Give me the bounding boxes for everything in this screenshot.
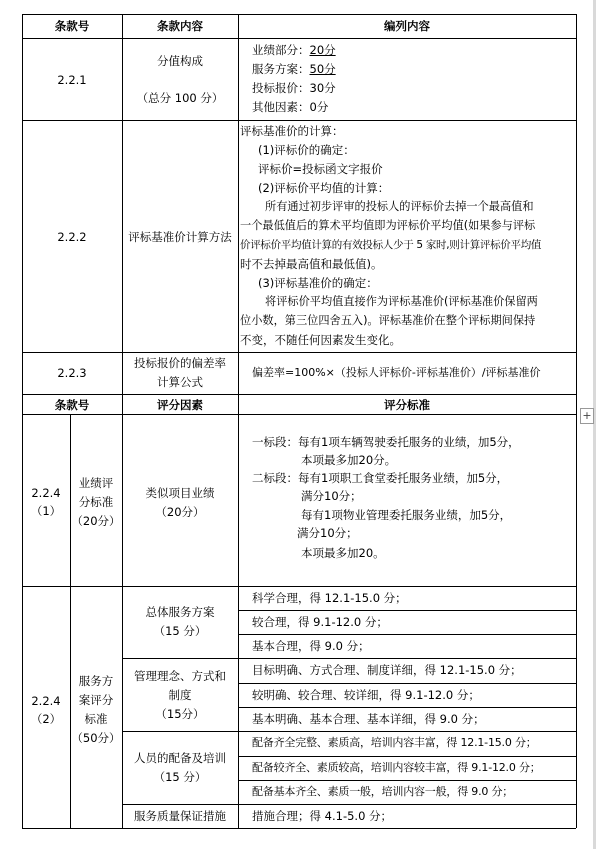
factor-overall-plan-score: （15 分） bbox=[153, 624, 207, 638]
category-performance-score: （20分） bbox=[71, 514, 121, 528]
benchmark-line: (2)评标价平均值的计算： bbox=[258, 181, 390, 195]
performance-rule: 每有1项物业管理委托服务业绩，加5分， bbox=[301, 508, 512, 522]
category-service-score: （50分） bbox=[71, 731, 121, 745]
performance-rule: 满分10分； bbox=[297, 526, 358, 540]
factor-management-score: （15分） bbox=[155, 707, 205, 721]
clause-no-2-2-1: 2.2.1 bbox=[57, 73, 87, 87]
factor-similar-projects-score: （20分） bbox=[155, 505, 205, 519]
header2-clause-no: 条款号 bbox=[54, 398, 90, 412]
category-service: 案评分 bbox=[78, 693, 114, 707]
factor-staffing: 人员的配备及培训 bbox=[134, 751, 226, 765]
standard-row: 目标明确、方式合理、制度详细，得 12.1-15.0 分； bbox=[252, 663, 522, 677]
benchmark-line: 评标基准价的计算： bbox=[240, 124, 344, 138]
header-clause-no: 条款号 bbox=[54, 19, 90, 33]
header2-standard: 评分标准 bbox=[384, 398, 430, 412]
benchmark-line: 一个最低值后的算术平均值即为评标价平均值(如果参与评标 bbox=[240, 219, 536, 232]
standard-row: 科学合理，得 12.1-15.0 分； bbox=[252, 591, 407, 605]
standard-row: 基本明确、基本合理、基本详细，得 9.0 分； bbox=[252, 712, 485, 726]
category-service: 标准 bbox=[84, 712, 108, 726]
performance-rule: 本项最多加20分。 bbox=[301, 453, 397, 467]
factor-staffing-score: （15 分） bbox=[153, 770, 207, 784]
clause-content-benchmark-method: 评标基准价计算方法 bbox=[128, 230, 232, 244]
performance-rule: 满分10分； bbox=[301, 489, 362, 503]
clause-no-2-2-4-2: 2.2.4 bbox=[31, 694, 61, 708]
benchmark-line: 所有通过初步评审的投标人的评标价去掉一个最高值和 bbox=[265, 200, 534, 213]
standard-row: 配备齐全完整、素质高，培训内容丰富，得 12.1-15.0 分； bbox=[252, 736, 537, 749]
category-performance: 业绩评 bbox=[78, 476, 114, 490]
benchmark-line: (1)评标价的确定： bbox=[258, 143, 355, 157]
clause-content-title: 分值构成 bbox=[157, 54, 203, 68]
benchmark-line: 不变，不随任何因素发生变化。 bbox=[240, 333, 401, 347]
standard-row: 较明确、较合理、较详细，得 9.1-12.0 分； bbox=[252, 688, 480, 702]
standard-row: 配备基本齐全、素质一般，培训内容一般，得 9.0 分； bbox=[252, 785, 514, 798]
factor-management: 制度 bbox=[168, 688, 192, 702]
performance-rule: 二标段：每有1项职工食堂委托服务业绩，加5分， bbox=[252, 471, 509, 485]
score-item-other: 其他因素：0分 bbox=[252, 100, 329, 114]
factor-quality-assurance: 服务质量保证措施 bbox=[134, 809, 226, 823]
score-item-performance: 业绩部分：20分 bbox=[252, 43, 336, 57]
factor-similar-projects: 类似项目业绩 bbox=[145, 486, 215, 500]
clause-no-2-2-4-1: 2.2.4 bbox=[31, 486, 61, 500]
factor-management: 管理理念、方式和 bbox=[134, 669, 226, 683]
standard-row: 较合理，得 9.1-12.0 分； bbox=[252, 615, 388, 629]
performance-rule: 本项最多加20。 bbox=[301, 546, 385, 560]
benchmark-line: (3)评标基准价的确定： bbox=[258, 276, 378, 290]
clause-content-formula-label: 计算公式 bbox=[157, 375, 203, 389]
header2-factor: 评分因素 bbox=[157, 398, 203, 412]
score-item-service: 服务方案：50分 bbox=[252, 62, 336, 76]
performance-rule: 一标段：每有1项车辆驾驶委托服务的业绩，加5分， bbox=[252, 435, 520, 449]
clause-no-2-2-2: 2.2.2 bbox=[57, 230, 87, 244]
clause-sub-2: （2） bbox=[30, 712, 62, 726]
category-performance: 分标准 bbox=[78, 495, 114, 509]
standard-row: 配备较齐全、素质较高，培训内容较丰富，得 9.1-12.0 分； bbox=[252, 761, 541, 774]
benchmark-line: 将评标价平均值直接作为评标基准价(评标基准价保留两 bbox=[265, 295, 538, 308]
benchmark-line: 位小数，第三位四舍五入)。评标基准价在整个评标期间保持 bbox=[240, 314, 536, 327]
header-clause-content: 条款内容 bbox=[157, 19, 203, 33]
clause-no-2-2-3: 2.2.3 bbox=[57, 366, 87, 380]
benchmark-line: 价评标价平均值计算的有效投标人少于 5 家时,则计算评标价平均值 bbox=[240, 239, 542, 251]
factor-overall-plan: 总体服务方案 bbox=[145, 605, 215, 619]
benchmark-line: 时不去掉最高值和最低值)。 bbox=[240, 257, 383, 271]
benchmark-line: 评标价=投标函文字报价 bbox=[258, 162, 383, 176]
clause-sub-1: （1） bbox=[30, 504, 62, 518]
standard-row: 基本合理，得 9.0 分； bbox=[252, 639, 370, 653]
score-item-price: 投标报价：30分 bbox=[252, 81, 336, 95]
standard-row: 措施合理；得 4.1-5.0 分； bbox=[252, 809, 393, 823]
clause-content-deviation: 投标报价的偏差率 bbox=[134, 356, 226, 370]
deviation-formula: 偏差率=100%×（投标人评标价-评标基准价）/评标基准价 bbox=[252, 366, 541, 379]
clause-content-total: （总分 100 分） bbox=[136, 91, 224, 105]
category-service: 服务方 bbox=[78, 674, 114, 688]
header-compile-content: 编列内容 bbox=[384, 19, 430, 33]
add-row-button[interactable]: + bbox=[580, 408, 594, 424]
